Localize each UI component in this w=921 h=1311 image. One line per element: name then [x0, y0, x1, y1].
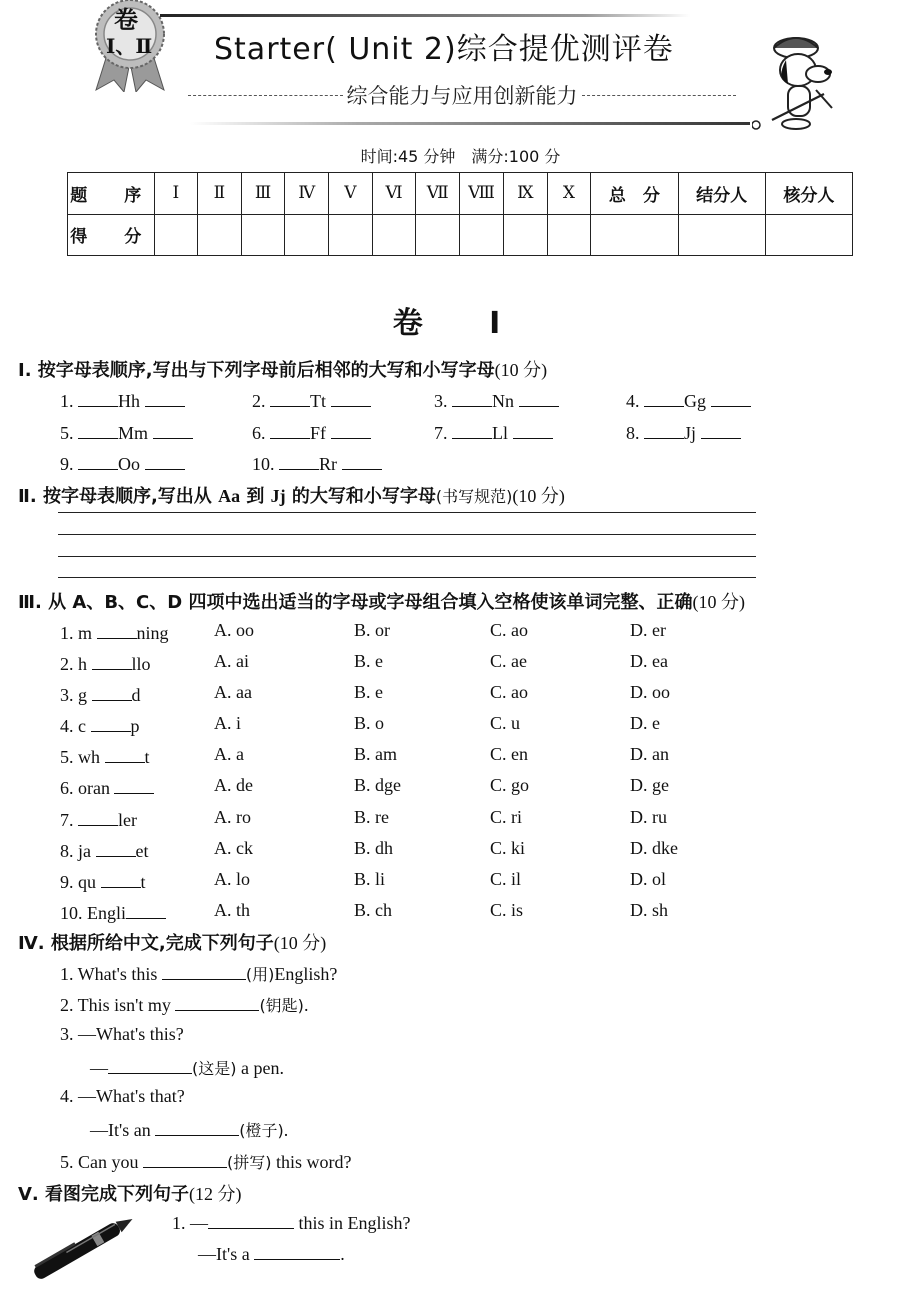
list-item — [60, 420, 193, 444]
option-a[interactable]: A. ro — [214, 807, 251, 827]
answer-blank[interactable] — [701, 420, 741, 439]
writing-line[interactable] — [58, 577, 756, 578]
section-heading-text: Ⅳ. 根据所给中文,完成下列句子 — [18, 933, 274, 954]
item-number: 1. — [60, 623, 74, 643]
table-cell: Ⅷ — [460, 173, 504, 215]
sentence-item — [60, 1149, 352, 1173]
sentence-item — [60, 1024, 184, 1045]
word-prefix: qu — [78, 872, 96, 892]
sentence-text: . — [283, 1120, 289, 1140]
word-prefix: wh — [78, 747, 100, 767]
chinese-hint: (橙子) — [239, 1121, 284, 1140]
writing-line[interactable] — [58, 512, 756, 513]
option-b[interactable]: B. o — [354, 713, 385, 733]
option-b[interactable]: B. or — [354, 620, 390, 640]
section-heading-text: Ⅴ. 看图完成下列句子 — [18, 1184, 190, 1205]
item-number: 8. — [626, 423, 640, 443]
option-b[interactable]: B. am — [354, 744, 397, 764]
list-item — [252, 388, 371, 412]
table-cell: Ⅵ — [372, 173, 416, 215]
word-suffix: et — [135, 841, 149, 861]
score-input-cell[interactable] — [547, 214, 591, 256]
word-suffix: ler — [118, 810, 137, 830]
option-b[interactable]: B. dh — [354, 838, 394, 858]
option-a[interactable]: A. aa — [214, 682, 252, 702]
item-number: 9. — [60, 872, 74, 892]
word-prefix: c — [78, 716, 86, 736]
item-letter: Jj — [684, 423, 697, 443]
option-a[interactable]: A. oo — [214, 620, 254, 640]
header-bottom-rule — [190, 122, 750, 125]
answer-blank[interactable] — [208, 1210, 294, 1229]
option-c[interactable]: C. ao — [490, 682, 528, 702]
item-letter: Tt — [310, 391, 326, 411]
snoopy-golfer-illustration — [752, 24, 842, 134]
answer-blank[interactable] — [105, 744, 145, 763]
item-number: 5. — [60, 423, 74, 443]
answer-blank[interactable] — [519, 388, 559, 407]
sentence-item — [60, 1086, 185, 1107]
score-input-cell[interactable] — [154, 214, 198, 256]
word-prefix: Engli — [87, 903, 126, 923]
sentence-item — [90, 1117, 288, 1141]
option-b[interactable]: B. dge — [354, 775, 401, 795]
sentence-item — [198, 1241, 345, 1265]
answer-blank[interactable] — [145, 451, 185, 470]
list-item — [434, 388, 559, 412]
option-c[interactable]: C. il — [490, 869, 522, 889]
word-prefix: h — [78, 654, 87, 674]
option-c[interactable]: C. ae — [490, 651, 527, 671]
choice-question — [60, 713, 820, 737]
time-score-info: 时间:45 分钟 满分:100 分 — [360, 147, 561, 166]
item-number: 5. — [60, 747, 74, 767]
list-item — [252, 420, 371, 444]
item-number: 7. — [60, 810, 74, 830]
chinese-hint: (钥匙) — [259, 996, 304, 1015]
item-letter: Nn — [492, 391, 514, 411]
choice-question — [60, 807, 820, 831]
option-d[interactable]: D. e — [630, 713, 660, 733]
item-number: 6. — [60, 778, 74, 798]
choice-question — [60, 838, 820, 862]
section-3-heading — [18, 588, 745, 614]
section-points: (10 分) — [692, 592, 745, 612]
answer-blank[interactable] — [78, 388, 118, 407]
item-letter: Oo — [118, 454, 140, 474]
score-input-cell[interactable] — [329, 214, 373, 256]
score-input-cell[interactable] — [678, 214, 765, 256]
table-cell-label: 得 分 — [68, 214, 155, 256]
answer-blank[interactable] — [78, 451, 118, 470]
sentence-text: 4. —What's that? — [60, 1086, 185, 1106]
option-d[interactable]: D. ol — [630, 869, 666, 889]
item-number: 10. — [60, 903, 83, 923]
item-number: 7. — [434, 423, 448, 443]
choice-question — [60, 869, 820, 893]
section-heading-text: 的大写和小写字母 — [285, 486, 436, 507]
answer-blank[interactable] — [126, 900, 166, 919]
subtitle-dashes-right — [582, 95, 737, 96]
option-d[interactable]: D. ru — [630, 807, 667, 827]
word-prefix: m — [78, 623, 93, 643]
table-cell: Ⅳ — [285, 173, 329, 215]
option-c[interactable]: C. u — [490, 713, 521, 733]
answer-blank[interactable] — [108, 1055, 192, 1074]
chinese-hint: (用) — [245, 965, 275, 984]
answer-blank[interactable] — [270, 388, 310, 407]
choice-question — [60, 620, 820, 644]
item-letter: Gg — [684, 391, 706, 411]
sentence-text: . — [340, 1244, 345, 1264]
section-5-heading — [18, 1180, 242, 1206]
item-letter: Ll — [492, 423, 508, 443]
item-number: 4. — [60, 716, 74, 736]
word-suffix: llo — [131, 654, 151, 674]
option-c[interactable]: C. is — [490, 900, 524, 920]
score-input-cell[interactable] — [416, 214, 460, 256]
page-subtitle — [188, 80, 736, 110]
score-input-cell[interactable] — [285, 214, 329, 256]
chinese-hint: (这是) — [192, 1059, 237, 1078]
item-letter: Mm — [118, 423, 149, 443]
choice-question — [60, 744, 820, 768]
item-number: 9. — [60, 454, 74, 474]
sentence-text: — — [90, 1058, 108, 1078]
sentence-item — [60, 961, 337, 985]
item-number: 1. — [60, 391, 74, 411]
answer-blank[interactable] — [78, 420, 118, 439]
table-cell: Ⅴ — [329, 173, 373, 215]
score-table — [67, 172, 853, 256]
section-heading-text: Ⅲ. 从 A、B、C、D 四项中选出适当的字母或字母组合填入空格使该单词完整、正确 — [18, 592, 693, 613]
answer-blank[interactable] — [513, 420, 553, 439]
section-points: (10 分) — [494, 360, 548, 380]
section-4-heading — [18, 929, 326, 955]
answer-blank[interactable] — [711, 388, 751, 407]
section-note: (书写规范) — [435, 487, 513, 506]
list-item — [60, 388, 185, 412]
table-cell-scorer: 结分人 — [678, 173, 765, 215]
answer-blank[interactable] — [452, 388, 492, 407]
sentence-text: 5. Can you — [60, 1152, 143, 1172]
word-suffix: t — [140, 872, 146, 892]
option-b[interactable]: B. ch — [354, 900, 392, 920]
section-points: (10 分) — [512, 486, 565, 506]
table-cell-checker: 核分人 — [765, 173, 852, 215]
choice-question — [60, 651, 820, 675]
item-number: 3. — [60, 685, 74, 705]
score-table-header-row — [68, 173, 853, 215]
option-c[interactable]: C. go — [490, 775, 530, 795]
score-input-cell[interactable] — [503, 214, 547, 256]
answer-blank[interactable] — [162, 961, 246, 980]
score-input-cell[interactable] — [372, 214, 416, 256]
header-top-rule — [160, 14, 690, 17]
answer-blank[interactable] — [452, 420, 492, 439]
option-b[interactable]: B. e — [354, 651, 383, 671]
sentence-item — [60, 992, 308, 1016]
answer-blank[interactable] — [342, 451, 382, 470]
answer-blank[interactable] — [254, 1241, 340, 1260]
option-c[interactable]: C. en — [490, 744, 528, 764]
list-item — [434, 420, 553, 444]
sentence-text: 1. — — [172, 1213, 208, 1233]
option-a[interactable]: A. de — [214, 775, 253, 795]
option-a[interactable]: A. ai — [214, 651, 249, 671]
sentence-text: 3. —What's this? — [60, 1024, 184, 1044]
answer-blank[interactable] — [97, 620, 137, 639]
section-heading-text: Ⅰ. 按字母表顺序,写出与下列字母前后相邻的大写和小写字母 — [18, 360, 495, 381]
option-b[interactable]: B. re — [354, 807, 389, 827]
option-a[interactable]: A. lo — [214, 869, 250, 889]
answer-blank[interactable] — [644, 388, 684, 407]
option-a[interactable]: A. a — [214, 744, 244, 764]
answer-blank[interactable] — [143, 1149, 227, 1168]
word-suffix: t — [144, 747, 150, 767]
table-cell: Ⅸ — [503, 173, 547, 215]
subtitle-dashes-left — [188, 95, 343, 96]
sentence-text: 1. What's this — [60, 964, 162, 984]
sentence-text: English? — [274, 964, 338, 984]
option-d[interactable]: D. ea — [630, 651, 668, 671]
answer-blank[interactable] — [644, 420, 684, 439]
section-points: (10 分) — [273, 933, 327, 953]
item-number: 10. — [252, 454, 275, 474]
word-suffix: d — [131, 685, 141, 705]
answer-blank[interactable] — [270, 420, 310, 439]
answer-blank[interactable] — [153, 420, 193, 439]
chinese-hint: (拼写) — [227, 1153, 272, 1172]
medal-text-top: 卷 — [114, 6, 138, 34]
table-cell: Ⅶ — [416, 173, 460, 215]
item-number: 4. — [626, 391, 640, 411]
pen-illustration — [26, 1212, 142, 1282]
answer-blank[interactable] — [92, 682, 132, 701]
section-points: (12 分) — [189, 1184, 242, 1204]
table-cell: Ⅹ — [547, 173, 591, 215]
choice-question — [60, 900, 820, 924]
section-heading-text: Ⅱ. 按字母表顺序,写出从 — [18, 486, 219, 507]
option-a[interactable]: A. i — [214, 713, 241, 733]
option-d[interactable]: D. oo — [630, 682, 670, 702]
table-cell-total: 总 分 — [591, 173, 678, 215]
item-letter: Rr — [319, 454, 337, 474]
answer-blank[interactable] — [145, 388, 185, 407]
heading-keyword-aa: Aa — [218, 486, 241, 506]
section-1-heading — [18, 356, 547, 382]
item-number: 8. — [60, 841, 74, 861]
option-c[interactable]: C. ki — [490, 838, 526, 858]
option-d[interactable]: D. sh — [630, 900, 669, 920]
volume-title: 卷 Ⅰ — [392, 306, 529, 341]
option-d[interactable]: D. ge — [630, 775, 669, 795]
list-item — [626, 388, 751, 412]
section-heading-text: 到 — [240, 486, 271, 507]
option-d[interactable]: D. an — [630, 744, 669, 764]
word-suffix: ning — [136, 623, 169, 643]
sentence-text: —It's an — [90, 1120, 156, 1140]
table-cell: Ⅱ — [198, 173, 242, 215]
sentence-text: this word? — [271, 1152, 352, 1172]
answer-blank[interactable] — [78, 807, 118, 826]
sentence-item — [172, 1210, 411, 1234]
item-number: 3. — [434, 391, 448, 411]
answer-blank[interactable] — [92, 651, 132, 670]
score-input-cell[interactable] — [241, 214, 285, 256]
subtitle-text: 综合能力与应用创新能力 — [346, 84, 578, 108]
choice-question — [60, 682, 820, 706]
sentence-text: —It's a — [198, 1244, 255, 1264]
answer-blank[interactable] — [91, 713, 131, 732]
page-title: Starter( Unit 2)综合提优测评卷 — [214, 32, 674, 67]
section-2-heading — [18, 482, 565, 508]
table-cell: Ⅰ — [154, 173, 198, 215]
option-d[interactable]: D. er — [630, 620, 666, 640]
writing-line[interactable] — [58, 534, 756, 535]
heading-keyword-jj: Jj — [270, 486, 286, 506]
medal-text-bottom: Ⅰ、Ⅱ — [106, 36, 153, 58]
sentence-text: this in English? — [294, 1213, 411, 1233]
sentence-text: . — [303, 995, 309, 1015]
list-item — [252, 451, 382, 475]
answer-blank[interactable] — [96, 838, 136, 857]
answer-blank[interactable] — [279, 451, 319, 470]
option-b[interactable]: B. li — [354, 869, 386, 889]
option-a[interactable]: A. ck — [214, 838, 253, 858]
score-table-score-row — [68, 214, 853, 256]
word-suffix: p — [130, 716, 140, 736]
option-a[interactable]: A. th — [214, 900, 250, 920]
list-item — [60, 451, 185, 475]
answer-blank[interactable] — [331, 388, 371, 407]
item-letter: Ff — [310, 423, 327, 443]
option-d[interactable]: D. dke — [630, 838, 678, 858]
word-prefix: g — [78, 685, 87, 705]
list-item — [626, 420, 741, 444]
answer-blank[interactable] — [101, 869, 141, 888]
item-letter: Hh — [118, 391, 140, 411]
word-prefix: oran — [78, 778, 110, 798]
sentence-item — [90, 1055, 284, 1079]
answer-blank[interactable] — [114, 775, 154, 794]
sentence-text: 2. This isn't my — [60, 995, 176, 1015]
option-c[interactable]: C. ao — [490, 620, 528, 640]
table-cell-label: 题 序 — [68, 173, 155, 215]
table-cell: Ⅲ — [241, 173, 285, 215]
option-b[interactable]: B. e — [354, 682, 383, 702]
score-input-cell[interactable] — [460, 214, 504, 256]
item-number: 2. — [60, 654, 74, 674]
answer-blank[interactable] — [155, 1117, 239, 1136]
item-number: 2. — [252, 391, 266, 411]
word-prefix: ja — [78, 841, 91, 861]
item-number: 6. — [252, 423, 266, 443]
choice-question — [60, 775, 820, 799]
score-input-cell[interactable] — [591, 214, 678, 256]
writing-line[interactable] — [58, 556, 756, 557]
score-input-cell[interactable] — [765, 214, 852, 256]
answer-blank[interactable] — [175, 992, 259, 1011]
score-input-cell[interactable] — [198, 214, 242, 256]
option-c[interactable]: C. ri — [490, 807, 523, 827]
sentence-text: a pen. — [236, 1058, 284, 1078]
answer-blank[interactable] — [331, 420, 371, 439]
